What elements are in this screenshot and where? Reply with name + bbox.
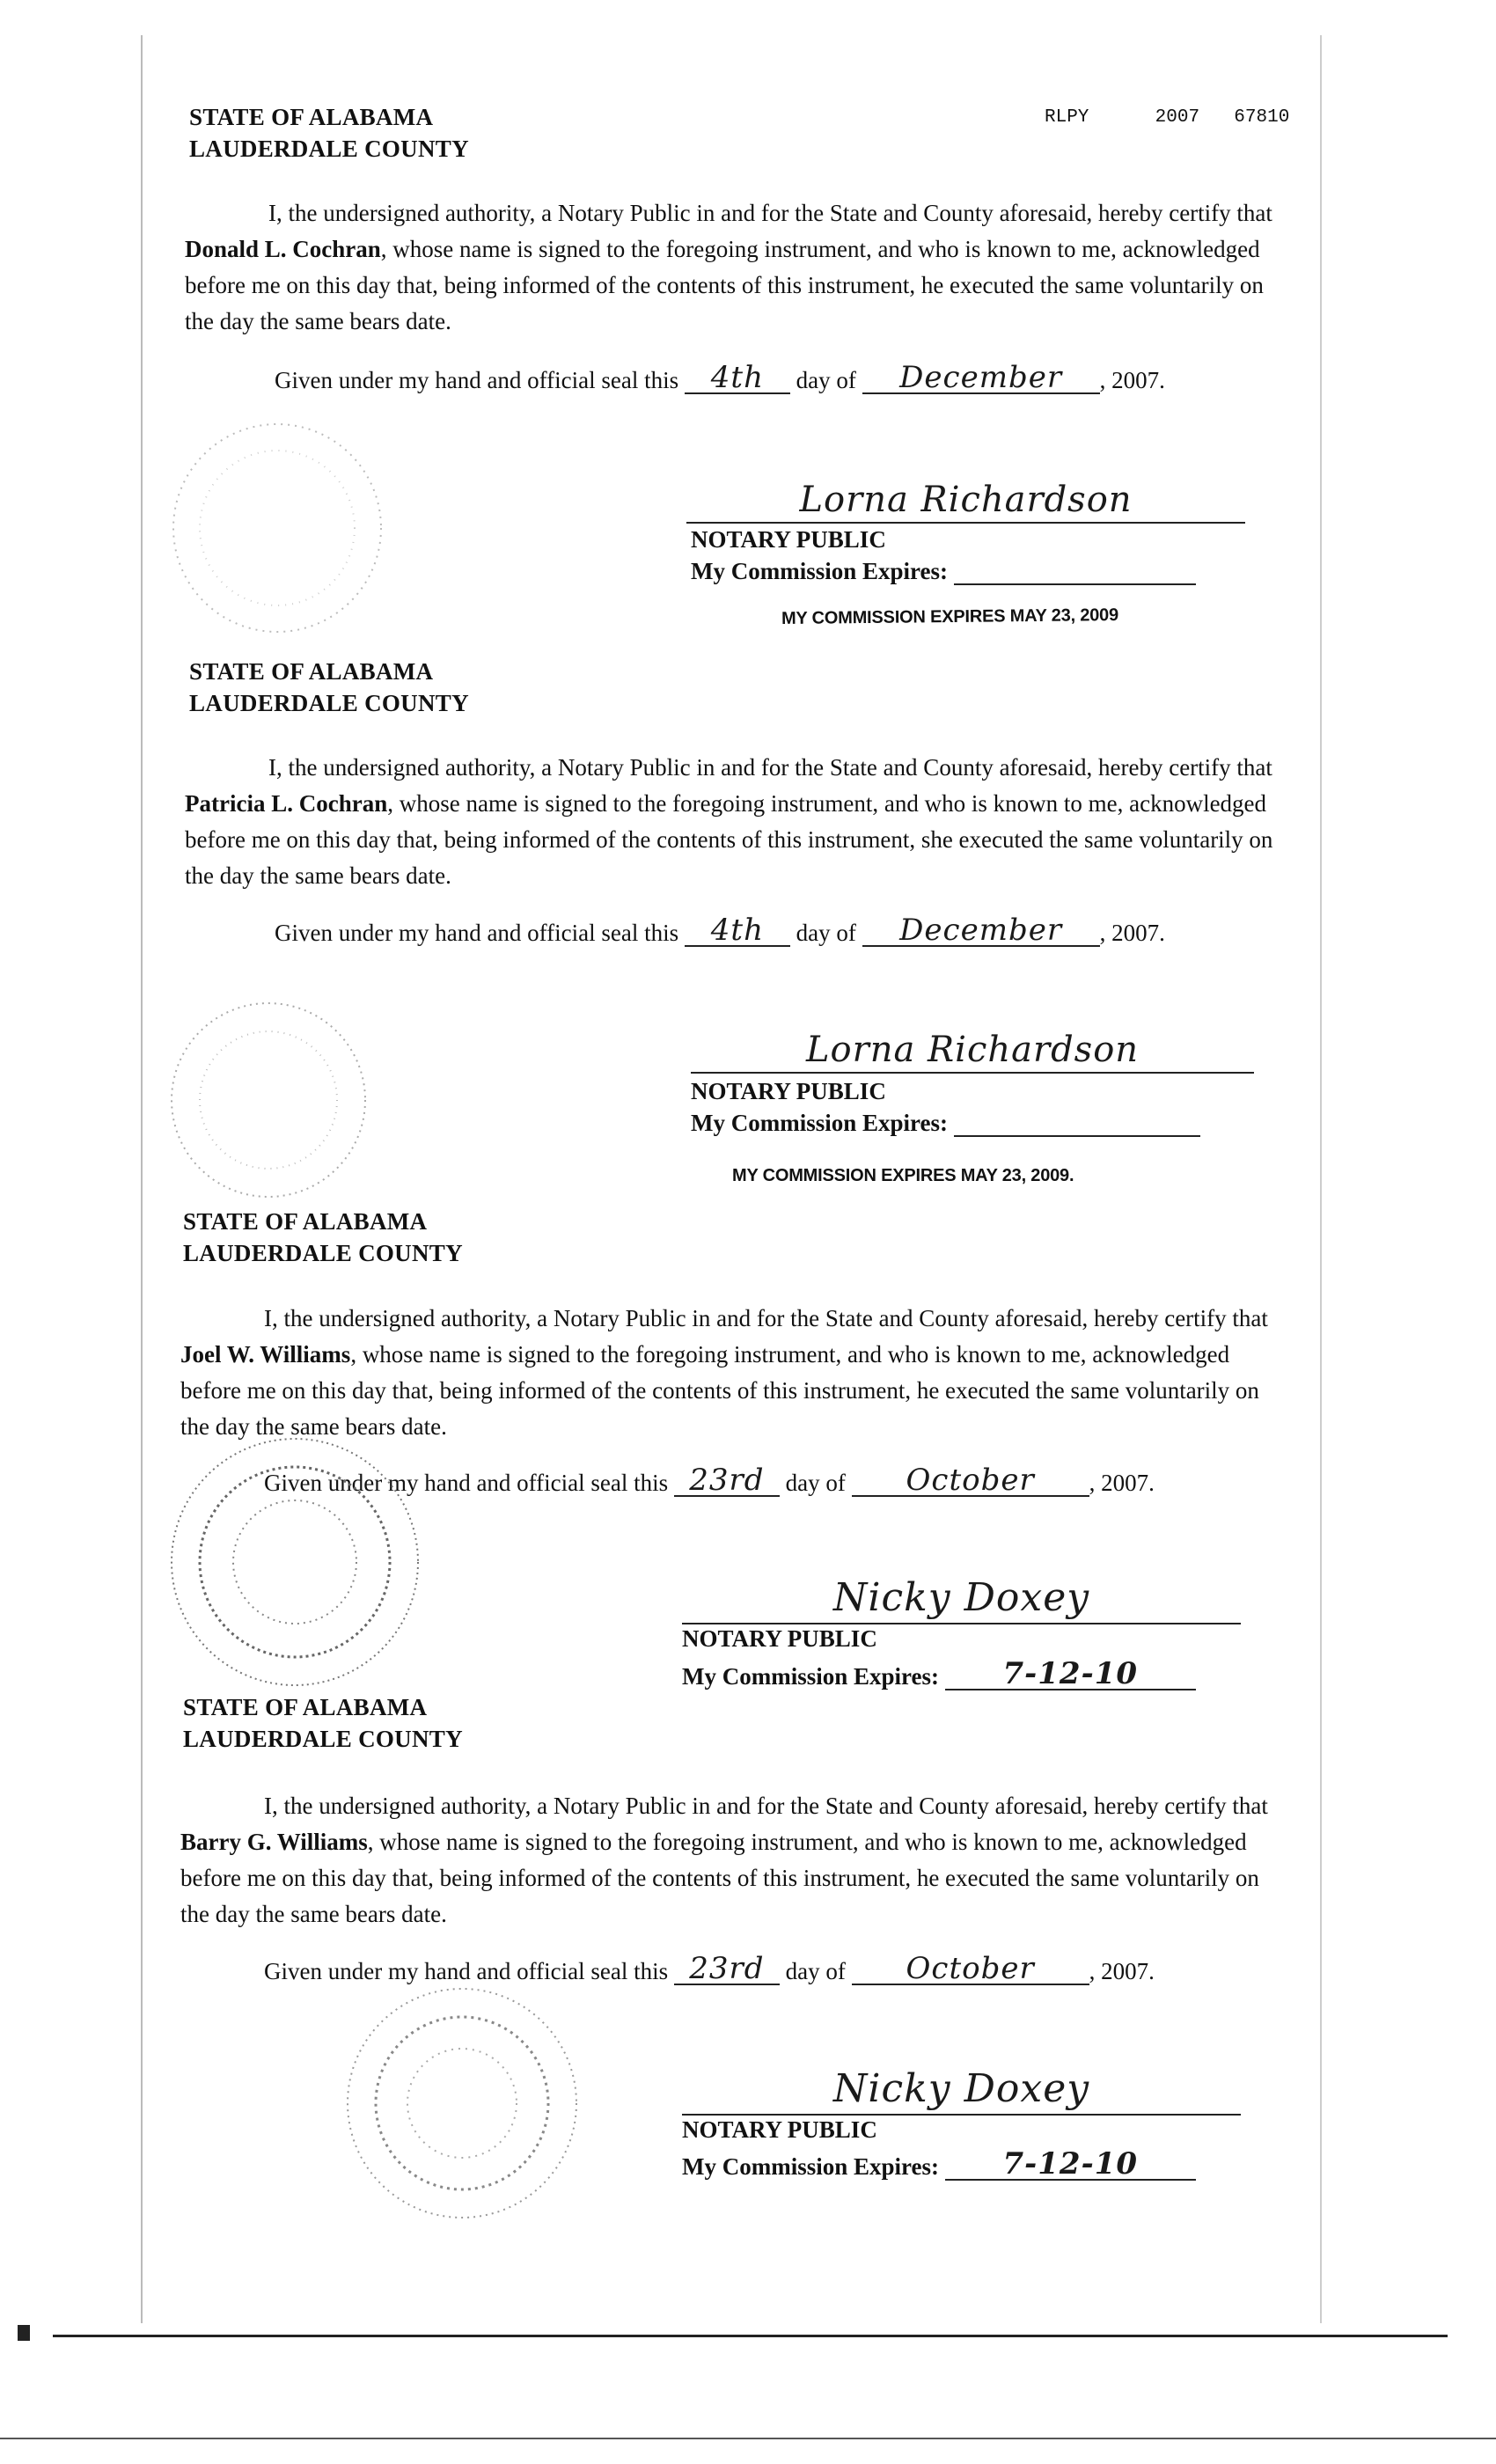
state-label: STATE OF ALABAMA [189,104,434,130]
ack-header-3 [183,1206,463,1269]
ack-header-2 [189,656,469,719]
state-label: STATE OF ALABAMA [189,658,434,685]
recording-page: 67810 [1234,107,1290,128]
ack-paragraph-2: I, the undersigned authority, a Notary Public in and for the State and County aforesaid, hereby certify that Patricia L. Cochran, whose name is signed to the foregoing instrument, and who is known to me, acknowledged before me on this day that, being informed of the contents of this instrument, she executed the same voluntarily on the day the same bears date. [185,754,1273,889]
county-label: LAUDERDALE COUNTY [183,1240,463,1266]
ack-paragraph-1: I, the undersigned authority, a Notary Public in and for the State and County aforesaid, hereby certify that Donald L. Cochran, whose name is signed to the foregoing instrument, and who is known to me, acknowledged before me on this day that, being informed of the contents of this instrument, he executed the same voluntarily on the day the same bears date. [185,200,1272,334]
commission-expires-2: My Commission Expires: [691,1109,1200,1137]
month-field: December [862,915,1100,947]
notary-signature-1: Lorna Richardson [686,480,1245,524]
notary-public-label-4: NOTARY PUBLIC [682,2116,877,2143]
commission-expires-field [954,1109,1200,1137]
notary-signature-3: Nicky Doxey [682,1575,1241,1624]
notary-signature-2: Lorna Richardson [691,1030,1254,1074]
day-field: 23rd [674,1465,780,1497]
given-line-3: Given under my hand and official seal this 23rd day of October , 2007. [264,1463,1155,1498]
state-label: STATE OF ALABAMA [183,1208,428,1235]
page-bottom-rule [53,2335,1448,2337]
recording-book: RLPY [1045,107,1089,128]
commission-expires-field [954,557,1196,585]
commission-expires-field: 7-12-10 [945,2149,1196,2181]
month-field: October [852,1954,1089,1985]
notary-signature-4: Nicky Doxey [682,2066,1241,2116]
scan-bottom-line [0,2438,1496,2439]
day-field: 4th [685,915,790,947]
scan-mark [18,2325,30,2341]
month-field: December [862,363,1100,394]
given-line-2: Given under my hand and official seal this 4th day of December , 2007. [275,913,1165,948]
commission-stamp-1: MY COMMISSION EXPIRES MAY 23, 2009 [781,605,1119,629]
commission-expires-4: My Commission Expires: 7-12-10 [682,2149,1196,2181]
month-field: October [852,1465,1089,1497]
signer-name: Joel W. Williams [180,1341,351,1368]
ack-paragraph-4: I, the undersigned authority, a Notary Public in and for the State and County aforesaid, hereby certify that Barry G. Williams, whose name is signed to the foregoing instrument, and who is known to me, acknowledged before me on this day that, being informed of the contents of this instrument, he executed the same voluntarily on the day the same bears date. [180,1793,1268,1927]
notary-public-label-3: NOTARY PUBLIC [682,1625,877,1652]
notary-seal-4 [330,1971,594,2235]
county-label: LAUDERDALE COUNTY [183,1726,463,1752]
notary-public-label-1: NOTARY PUBLIC [691,526,886,553]
signer-name: Barry G. Williams [180,1829,368,1855]
scan-edge-left [141,35,143,2323]
ack-header-4 [183,1691,463,1755]
county-label: LAUDERDALE COUNTY [189,690,469,716]
scan-edge-right [1320,35,1322,2323]
recording-reference [1045,107,1289,128]
notary-public-label-2: NOTARY PUBLIC [691,1078,886,1104]
signer-name: Patricia L. Cochran [185,790,388,817]
signer-name: Donald L. Cochran [185,236,381,262]
commission-expires-1: My Commission Expires: [691,557,1196,585]
state-label: STATE OF ALABAMA [183,1694,428,1720]
ack-header-1 [189,101,469,165]
given-line-1: Given under my hand and official seal this 4th day of December , 2007. [275,360,1165,395]
day-field: 23rd [674,1954,780,1985]
commission-stamp-2: MY COMMISSION EXPIRES MAY 23, 2009. [732,1166,1074,1185]
ack-paragraph-3: I, the undersigned authority, a Notary Public in and for the State and County aforesaid, hereby certify that Joel W. Williams, whose name is signed to the foregoing instrument, and who is known to me, acknowledged before me on this day that, being informed of the contents of this instrument, he executed the same voluntarily on the day the same bears date. [180,1305,1268,1440]
notary-seal-1 [150,405,405,642]
commission-expires-field: 7-12-10 [945,1659,1196,1690]
notary-seal-3 [150,1426,440,1698]
notary-seal-2 [154,986,383,1214]
given-line-4: Given under my hand and official seal this 23rd day of October , 2007. [264,1951,1155,1986]
recording-year: 2007 [1155,107,1200,128]
day-field: 4th [685,363,790,394]
commission-expires-3: My Commission Expires: 7-12-10 [682,1659,1196,1690]
county-label: LAUDERDALE COUNTY [189,136,469,162]
